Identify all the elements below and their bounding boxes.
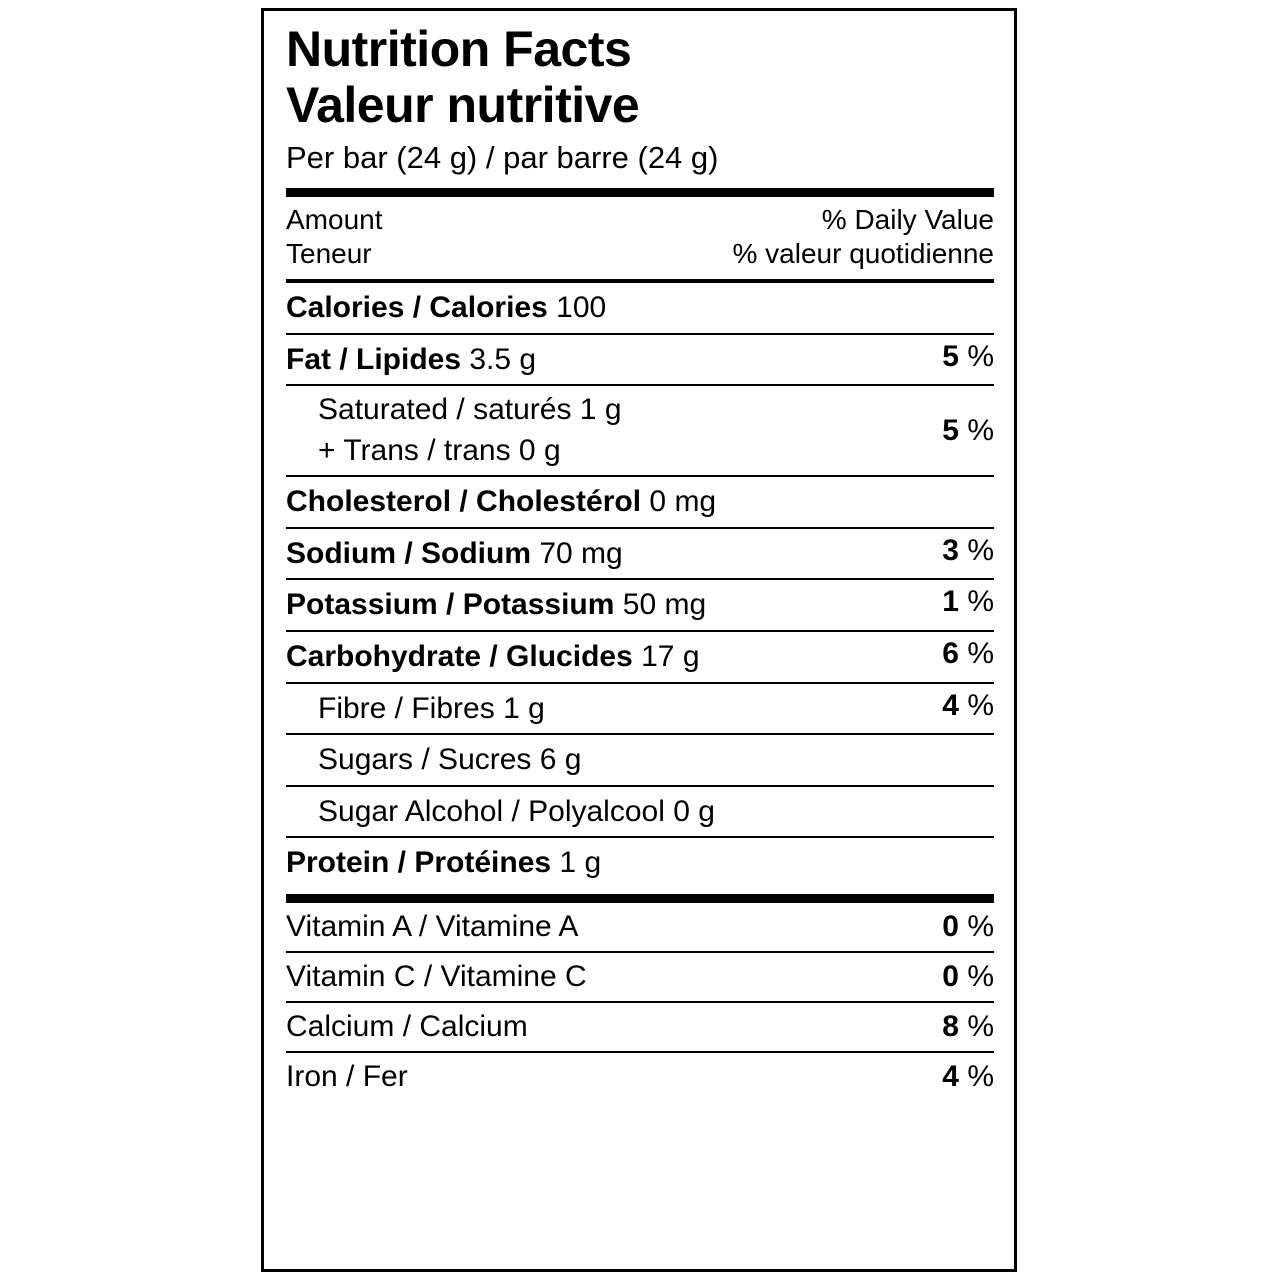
amount-header-en: Amount xyxy=(286,203,383,235)
fibre-dv-number: 4 xyxy=(942,688,959,722)
table-row-calcium xyxy=(286,1003,994,1051)
sodium-label xyxy=(286,534,623,574)
vitamin-c-dv-number: 0 xyxy=(942,960,959,993)
column-headers xyxy=(286,197,994,271)
table-row-fibre xyxy=(286,684,994,734)
potassium-name: Potassium / Potassium xyxy=(286,588,615,622)
table-row-cholesterol xyxy=(286,477,994,527)
table-row-sodium xyxy=(286,529,994,579)
fat-label xyxy=(286,340,536,380)
vitamin-a-label: Vitamin A / Vitamine A xyxy=(286,910,579,943)
cholesterol-name: Cholesterol / Cholestérol xyxy=(286,485,642,519)
carbohydrate-dv xyxy=(932,637,994,671)
divider-thick-top xyxy=(286,188,994,197)
fat-value: 3.5 g xyxy=(469,342,537,376)
table-row-carbohydrate xyxy=(286,632,994,682)
potassium-value: 50 mg xyxy=(622,588,707,622)
potassium-dv-number: 1 xyxy=(942,585,959,619)
protein-label xyxy=(286,843,601,883)
calories-name: Calories / Calories xyxy=(286,291,548,325)
iron-dv-number: 4 xyxy=(942,1060,959,1093)
calories-value: 100 xyxy=(556,291,607,325)
table-row-iron xyxy=(286,1053,994,1101)
table-row-sugars xyxy=(286,735,994,785)
carbohydrate-dv-number: 6 xyxy=(942,637,959,671)
potassium-label xyxy=(286,585,706,625)
percent-symbol: % xyxy=(967,1060,994,1093)
iron-label: Iron / Fer xyxy=(286,1060,408,1093)
cholesterol-label xyxy=(286,482,716,522)
protein-value: 1 g xyxy=(559,846,602,880)
sodium-dv-number: 3 xyxy=(942,533,959,567)
saturated-line-1: Saturated / saturés 1 g xyxy=(318,393,622,427)
iron-dv xyxy=(942,1060,994,1094)
percent-symbol: % xyxy=(967,585,994,619)
divider-thick-bottom xyxy=(286,894,994,903)
fat-dv xyxy=(932,340,994,374)
sugar-alcohol-value: 0 g xyxy=(673,794,715,828)
fat-name: Fat / Lipides xyxy=(286,342,462,376)
nutrition-facts-content xyxy=(286,21,994,1101)
sugars-name: Sugars / Sucres xyxy=(318,743,532,777)
fibre-name: Fibre / Fibres xyxy=(318,691,495,725)
table-row-sugar-alcohol xyxy=(286,787,994,837)
page-title-french: Valeur nutritive xyxy=(286,77,640,133)
nutrition-facts-panel xyxy=(261,8,1017,1272)
fibre-label xyxy=(286,689,545,729)
saturated-line-2: + Trans / trans 0 g xyxy=(318,433,561,467)
fat-dv-number: 5 xyxy=(942,339,959,373)
vitamin-a-dv-number: 0 xyxy=(942,910,959,943)
page-title-english: Nutrition Facts xyxy=(286,21,632,77)
calcium-dv-number: 8 xyxy=(942,1010,959,1043)
saturated-label xyxy=(286,390,622,471)
sodium-dv xyxy=(932,534,994,568)
fibre-value: 1 g xyxy=(503,691,545,725)
daily-value-header xyxy=(732,203,994,271)
carbohydrate-label xyxy=(286,637,700,677)
table-row-calories xyxy=(286,283,994,333)
cholesterol-value: 0 mg xyxy=(649,485,717,519)
table-row-saturated xyxy=(286,386,994,475)
table-row-protein xyxy=(286,838,994,888)
protein-name: Protein / Protéines xyxy=(286,846,552,880)
percent-symbol: % xyxy=(967,688,994,722)
calcium-dv xyxy=(942,1010,994,1044)
percent-symbol: % xyxy=(967,1010,994,1043)
saturated-dv-number: 5 xyxy=(942,413,959,447)
percent-symbol: % xyxy=(967,413,994,447)
sugar-alcohol-name: Sugar Alcohol / Polyalcool xyxy=(318,794,665,828)
calories-label xyxy=(286,288,606,328)
sodium-value: 70 mg xyxy=(539,536,623,570)
serving-size: Per bar (24 g) / par barre (24 g) xyxy=(286,140,719,175)
percent-symbol: % xyxy=(967,339,994,373)
sugars-label xyxy=(286,740,582,780)
amount-header xyxy=(286,203,383,271)
vitamin-c-dv xyxy=(942,960,994,994)
calcium-label: Calcium / Calcium xyxy=(286,1010,528,1043)
sugar-alcohol-label xyxy=(286,792,715,832)
percent-symbol: % xyxy=(967,637,994,671)
percent-symbol: % xyxy=(967,960,994,993)
vitamin-c-label: Vitamin C / Vitamine C xyxy=(286,960,587,993)
saturated-dv xyxy=(942,414,994,448)
table-row-fat xyxy=(286,335,994,385)
percent-symbol: % xyxy=(967,533,994,567)
vitamin-a-dv xyxy=(942,910,994,944)
daily-value-header-fr: % valeur quotidienne xyxy=(732,237,994,269)
sugars-value: 6 g xyxy=(539,743,582,777)
percent-symbol: % xyxy=(967,910,994,943)
fibre-dv xyxy=(932,689,994,723)
carbohydrate-name: Carbohydrate / Glucides xyxy=(286,640,633,674)
daily-value-header-en: % Daily Value xyxy=(821,203,994,235)
table-row-vitamin-a xyxy=(286,903,994,951)
carbohydrate-value: 17 g xyxy=(641,640,700,674)
sodium-name: Sodium / Sodium xyxy=(286,536,531,570)
potassium-dv xyxy=(932,585,994,619)
table-row-potassium xyxy=(286,580,994,630)
table-row-vitamin-c xyxy=(286,953,994,1001)
amount-header-fr: Teneur xyxy=(286,237,372,269)
